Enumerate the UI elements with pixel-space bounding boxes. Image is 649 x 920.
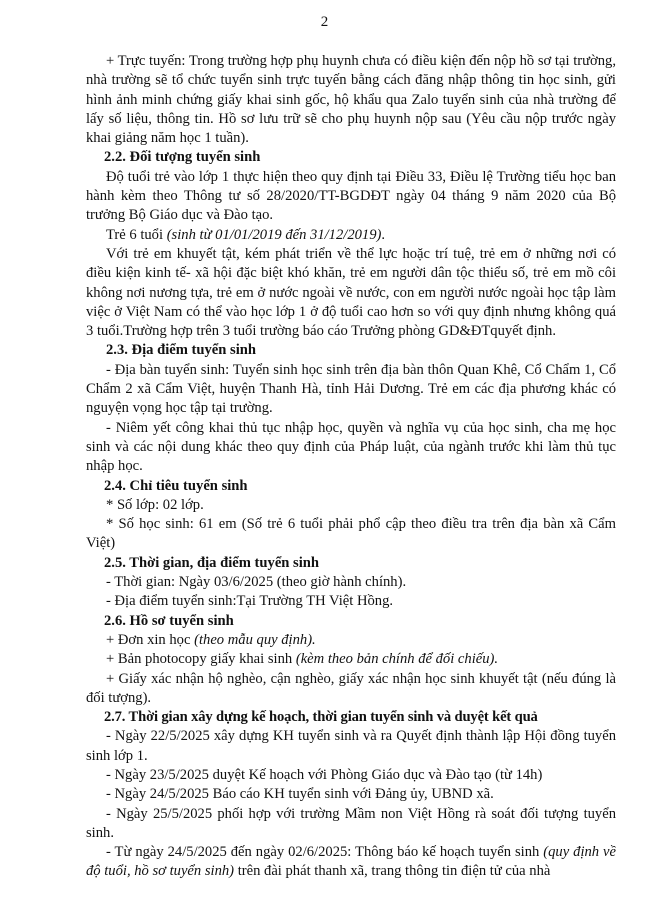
section-2-6-heading: 2.6. Hồ sơ tuyển sinh [104,612,234,629]
application-form-text: + Đơn xin học [106,631,195,648]
section-2-7-paragraph-5 [86,843,616,882]
section-2-3-paragraph-1: - Địa bàn tuyển sinh: Tuyển sinh học sinh trên địa bàn thôn Quan Khê, Cổ Chẩm 1, Cổ Chẩm 2 xã Cẩm Việt, huyện Thanh Hà, tỉnh Hải Dương. Trẻ em các địa phương khác có nguyện vọng học tập tại trường. [86,361,616,417]
age-text: Trẻ 6 tuổi [106,226,167,243]
section-2-7-paragraph-2: - Ngày 23/5/2025 duyệt Kế hoạch với Phòng Giáo dục và Đào tạo (từ 14h) [106,766,543,783]
section-2-5-paragraph-2: - Địa điểm tuyển sinh:Tại Trường TH Việt Hồng. [106,593,394,610]
notice-text: - Từ ngày 24/5/2025 đến ngày 02/6/2025: Thông báo kế hoạch tuyển sinh [106,844,544,861]
section-2-2-paragraph-3: Với trẻ em khuyết tật, kém phát triển về thể lực hoặc trí tuệ, trẻ em ở những nơi có điều kiện kinh tế- xã hội đặc biệt khó khăn, trẻ em người dân tộc thiểu số, trẻ em mồ côi không nơi nương tựa, trẻ em ở nước ngoài về nước, con em người nước ngoài học tập làm việc ở Việt Nam có thể vào học lớp 1 ở độ tuổi cao hơn so với quy định nhưng không quá 3 tuổi.Trường hợp trên 3 tuổi trường báo cáo Trưởng phòng GD&ĐTquyết định. [86,245,616,340]
section-2-3-paragraph-2: - Niêm yết công khai thủ tục nhập học, quyền và nghĩa vụ của học sinh, cha mẹ học sinh và các nội dung khác theo quy định của Pháp luật, của ngành trước khi làm thủ tục nhập học. [86,419,616,475]
section-2-5-paragraph-1: - Thời gian: Ngày 03/6/2025 (theo giờ hành chính). [106,574,407,591]
age-text-end: . [381,226,386,243]
section-2-6-paragraph-2 [86,650,616,669]
section-2-5-heading: 2.5. Thời gian, địa điểm tuyển sinh [104,554,320,571]
notice-note: (quy định về độ tuổi, hồ sơ tuyển sinh) [86,844,616,880]
page-number: 2 [320,14,329,30]
birth-certificate-note: (kèm theo bản chính để đối chiếu). [295,651,499,668]
section-2-6-paragraph-3: + Giấy xác nhận hộ nghèo, cận nghèo, giấy xác nhận học sinh khuyết tật (nếu đúng là đối tượng). [86,670,616,706]
section-2-2-heading: 2.2. Đối tượng tuyển sinh [104,149,261,166]
section-2-2-paragraph-2 [86,226,616,245]
notice-text-end: trên đài phát thanh xã, trang thông tin điện tử của nhà [234,863,551,880]
section-2-4-paragraph-2: * Số học sinh: 61 em (Số trẻ 6 tuổi phải phổ cập theo điều tra trên địa bàn xã Cẩm Việt) [86,516,616,552]
birth-range-text: (sinh từ 01/01/2019 đến 31/12/2019) [166,226,382,243]
section-2-7-heading: 2.7. Thời gian xây dựng kế hoạch, thời gian tuyển sinh và duyệt kết quả [104,709,538,726]
section-2-2-paragraph-1: Độ tuổi trẻ vào lớp 1 thực hiện theo quy định tại Điều 33, Điều lệ Trường tiểu học ban hành kèm theo Thông tư số 28/2020/TT-BGDĐT ngày 04 tháng 9 năm 2020 của Bộ trưởng Bộ Giáo dục và Đào tạo. [86,168,616,224]
section-2-7-paragraph-3: - Ngày 24/5/2025 Báo cáo KH tuyển sinh với Đảng ủy, UBND xã. [106,786,494,803]
document-body [86,52,616,882]
section-2-4-paragraph-1: * Số lớp: 02 lớp. [106,496,204,513]
application-form-note: (theo mẫu quy định). [194,631,316,648]
online-registration-paragraph: + Trực tuyến: Trong trường hợp phụ huynh chưa có điều kiện đến nộp hồ sơ tại trường, nhà trường sẽ tổ chức tuyển sinh trực tuyến bằng cách đăng nhập thông tin học sinh, gửi hình ảnh minh chứng giấy khai sinh gốc, hộ khẩu qua Zalo tuyển sinh của nhà trường để lấy số liệu, thông tin. Hồ sơ lưu trữ sẽ cho phụ huynh nộp sau (Yêu cầu nộp trước ngày khai giảng năm học 1 tuần). [86,53,616,147]
section-2-7-paragraph-4: - Ngày 25/5/2025 phối hợp với trường Mầm non Việt Hồng rà soát đối tượng tuyển sinh. [86,805,616,841]
section-2-7-paragraph-1: - Ngày 22/5/2025 xây dựng KH tuyển sinh và ra Quyết định thành lập Hội đồng tuyển sinh lớp 1. [86,728,616,764]
section-2-6-paragraph-1 [86,631,616,650]
section-2-4-heading: 2.4. Chỉ tiêu tuyển sinh [104,477,248,494]
section-2-3-heading: 2.3. Địa điểm tuyển sinh [106,342,257,359]
birth-certificate-text: + Bản photocopy giấy khai sinh [106,651,296,668]
